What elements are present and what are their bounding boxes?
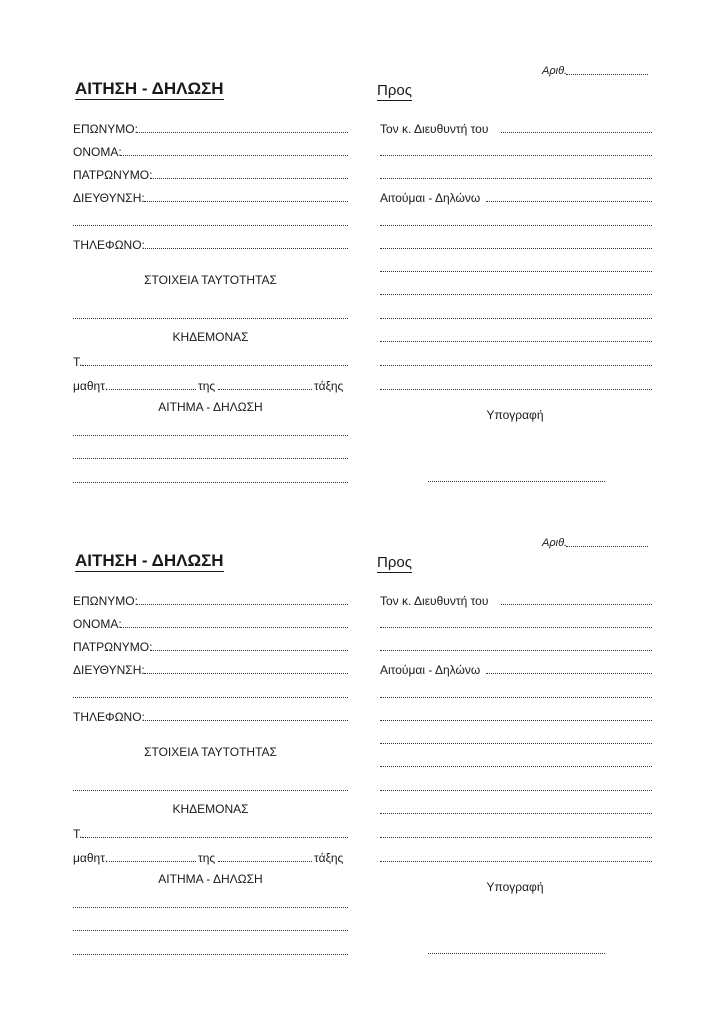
request-declare-line-6[interactable]	[380, 790, 652, 791]
surname-label: ΕΠΩΝΥΜΟ:	[73, 122, 138, 136]
student-label: μαθητ.	[73, 851, 109, 865]
request-declare-line-5[interactable]	[380, 294, 652, 295]
number-label: Αριθ.	[542, 65, 568, 77]
request-declare-line-2[interactable]	[380, 697, 652, 698]
address-field[interactable]	[144, 201, 348, 202]
name-field[interactable]	[120, 627, 348, 628]
number-field[interactable]	[566, 74, 648, 75]
surname-label: ΕΠΩΝΥΜΟ:	[73, 594, 138, 608]
director-label: Τον κ. Διευθυντή του	[380, 122, 489, 136]
guardian-field[interactable]	[82, 837, 348, 838]
phone-field[interactable]	[143, 248, 348, 249]
surname-field[interactable]	[137, 604, 348, 605]
request-declare-line-3[interactable]	[380, 248, 652, 249]
phone-label: ΤΗΛΕΦΩΝΟ:	[73, 238, 145, 252]
signature-field[interactable]	[428, 953, 605, 954]
guardian-field[interactable]	[82, 365, 348, 366]
director-field-line-3[interactable]	[380, 650, 652, 651]
request-declare-line-4[interactable]	[380, 743, 652, 744]
request-declare-label: Αιτούμαι - Δηλώνω	[380, 191, 481, 205]
of-label: της	[198, 851, 216, 865]
father-name-label: ΠΑΤΡΩΝΥΜΟ:	[73, 640, 153, 654]
number-field[interactable]	[566, 546, 648, 547]
student-of-field[interactable]	[218, 389, 312, 390]
student-name-field[interactable]	[109, 389, 196, 390]
request-declare-line-4[interactable]	[380, 271, 652, 272]
t-label: Τ.	[73, 827, 83, 841]
id-section-heading: ΣΤΟΙΧΕΙΑ ΤΑΥΤΟΤΗΤΑΣ	[144, 745, 277, 759]
request-field-line-2[interactable]	[73, 458, 348, 459]
request-declare-line-7[interactable]	[380, 341, 652, 342]
request-field-line-2[interactable]	[73, 930, 348, 931]
form-title: ΑΙΤΗΣΗ - ΔΗΛΩΣΗ	[75, 551, 224, 570]
director-field[interactable]	[501, 132, 652, 133]
address-field-line-2[interactable]	[73, 225, 348, 226]
request-section-heading: ΑΙΤΗΜΑ - ΔΗΛΩΣΗ	[158, 872, 263, 886]
student-of-field[interactable]	[218, 861, 312, 862]
application-form-1	[0, 0, 724, 472]
request-field-line-3[interactable]	[73, 954, 348, 955]
address-field[interactable]	[144, 673, 348, 674]
class-label: τάξης	[314, 851, 344, 865]
director-label: Τον κ. Διευθυντή του	[380, 594, 489, 608]
address-label: ΔΙΕΥΘΥΝΣΗ:	[73, 663, 145, 677]
to-label: Προς	[377, 554, 412, 571]
director-field[interactable]	[501, 604, 652, 605]
application-form-2	[0, 472, 724, 944]
guardian-section-heading: ΚΗΔΕΜΟΝΑΣ	[172, 802, 249, 816]
signature-label: Υπογραφή	[486, 408, 544, 422]
name-field[interactable]	[120, 155, 348, 156]
number-label: Αριθ.	[542, 537, 568, 549]
id-section-heading: ΣΤΟΙΧΕΙΑ ΤΑΥΤΟΤΗΤΑΣ	[144, 273, 277, 287]
id-field[interactable]	[73, 790, 348, 791]
of-label: της	[198, 379, 216, 393]
request-declare-line-5[interactable]	[380, 766, 652, 767]
request-declare-field[interactable]	[486, 201, 652, 202]
request-declare-line-9[interactable]	[380, 389, 652, 390]
t-label: Τ.	[73, 355, 83, 369]
signature-label: Υπογραφή	[486, 880, 544, 894]
request-declare-label: Αιτούμαι - Δηλώνω	[380, 663, 481, 677]
phone-field[interactable]	[143, 720, 348, 721]
request-declare-line-3[interactable]	[380, 720, 652, 721]
director-field-line-3[interactable]	[380, 178, 652, 179]
request-declare-line-8[interactable]	[380, 365, 652, 366]
address-label: ΔΙΕΥΘΥΝΣΗ:	[73, 191, 145, 205]
address-field-line-2[interactable]	[73, 697, 348, 698]
class-label: τάξης	[314, 379, 344, 393]
request-declare-line-2[interactable]	[380, 225, 652, 226]
student-name-field[interactable]	[109, 861, 196, 862]
request-field-line-1[interactable]	[73, 435, 348, 436]
name-label: ΟΝΟΜΑ:	[73, 145, 122, 159]
to-label: Προς	[377, 82, 412, 99]
father-name-field[interactable]	[150, 650, 348, 651]
request-declare-line-8[interactable]	[380, 837, 652, 838]
request-declare-field[interactable]	[486, 673, 652, 674]
request-field-line-1[interactable]	[73, 907, 348, 908]
phone-label: ΤΗΛΕΦΩΝΟ:	[73, 710, 145, 724]
name-label: ΟΝΟΜΑ:	[73, 617, 122, 631]
request-declare-line-7[interactable]	[380, 813, 652, 814]
guardian-section-heading: ΚΗΔΕΜΟΝΑΣ	[172, 330, 249, 344]
director-field-line-2[interactable]	[380, 627, 652, 628]
student-label: μαθητ.	[73, 379, 109, 393]
surname-field[interactable]	[137, 132, 348, 133]
director-field-line-2[interactable]	[380, 155, 652, 156]
id-field[interactable]	[73, 318, 348, 319]
father-name-field[interactable]	[150, 178, 348, 179]
form-title: ΑΙΤΗΣΗ - ΔΗΛΩΣΗ	[75, 79, 224, 98]
request-declare-line-6[interactable]	[380, 318, 652, 319]
request-section-heading: ΑΙΤΗΜΑ - ΔΗΛΩΣΗ	[158, 400, 263, 414]
father-name-label: ΠΑΤΡΩΝΥΜΟ:	[73, 168, 153, 182]
request-declare-line-9[interactable]	[380, 861, 652, 862]
